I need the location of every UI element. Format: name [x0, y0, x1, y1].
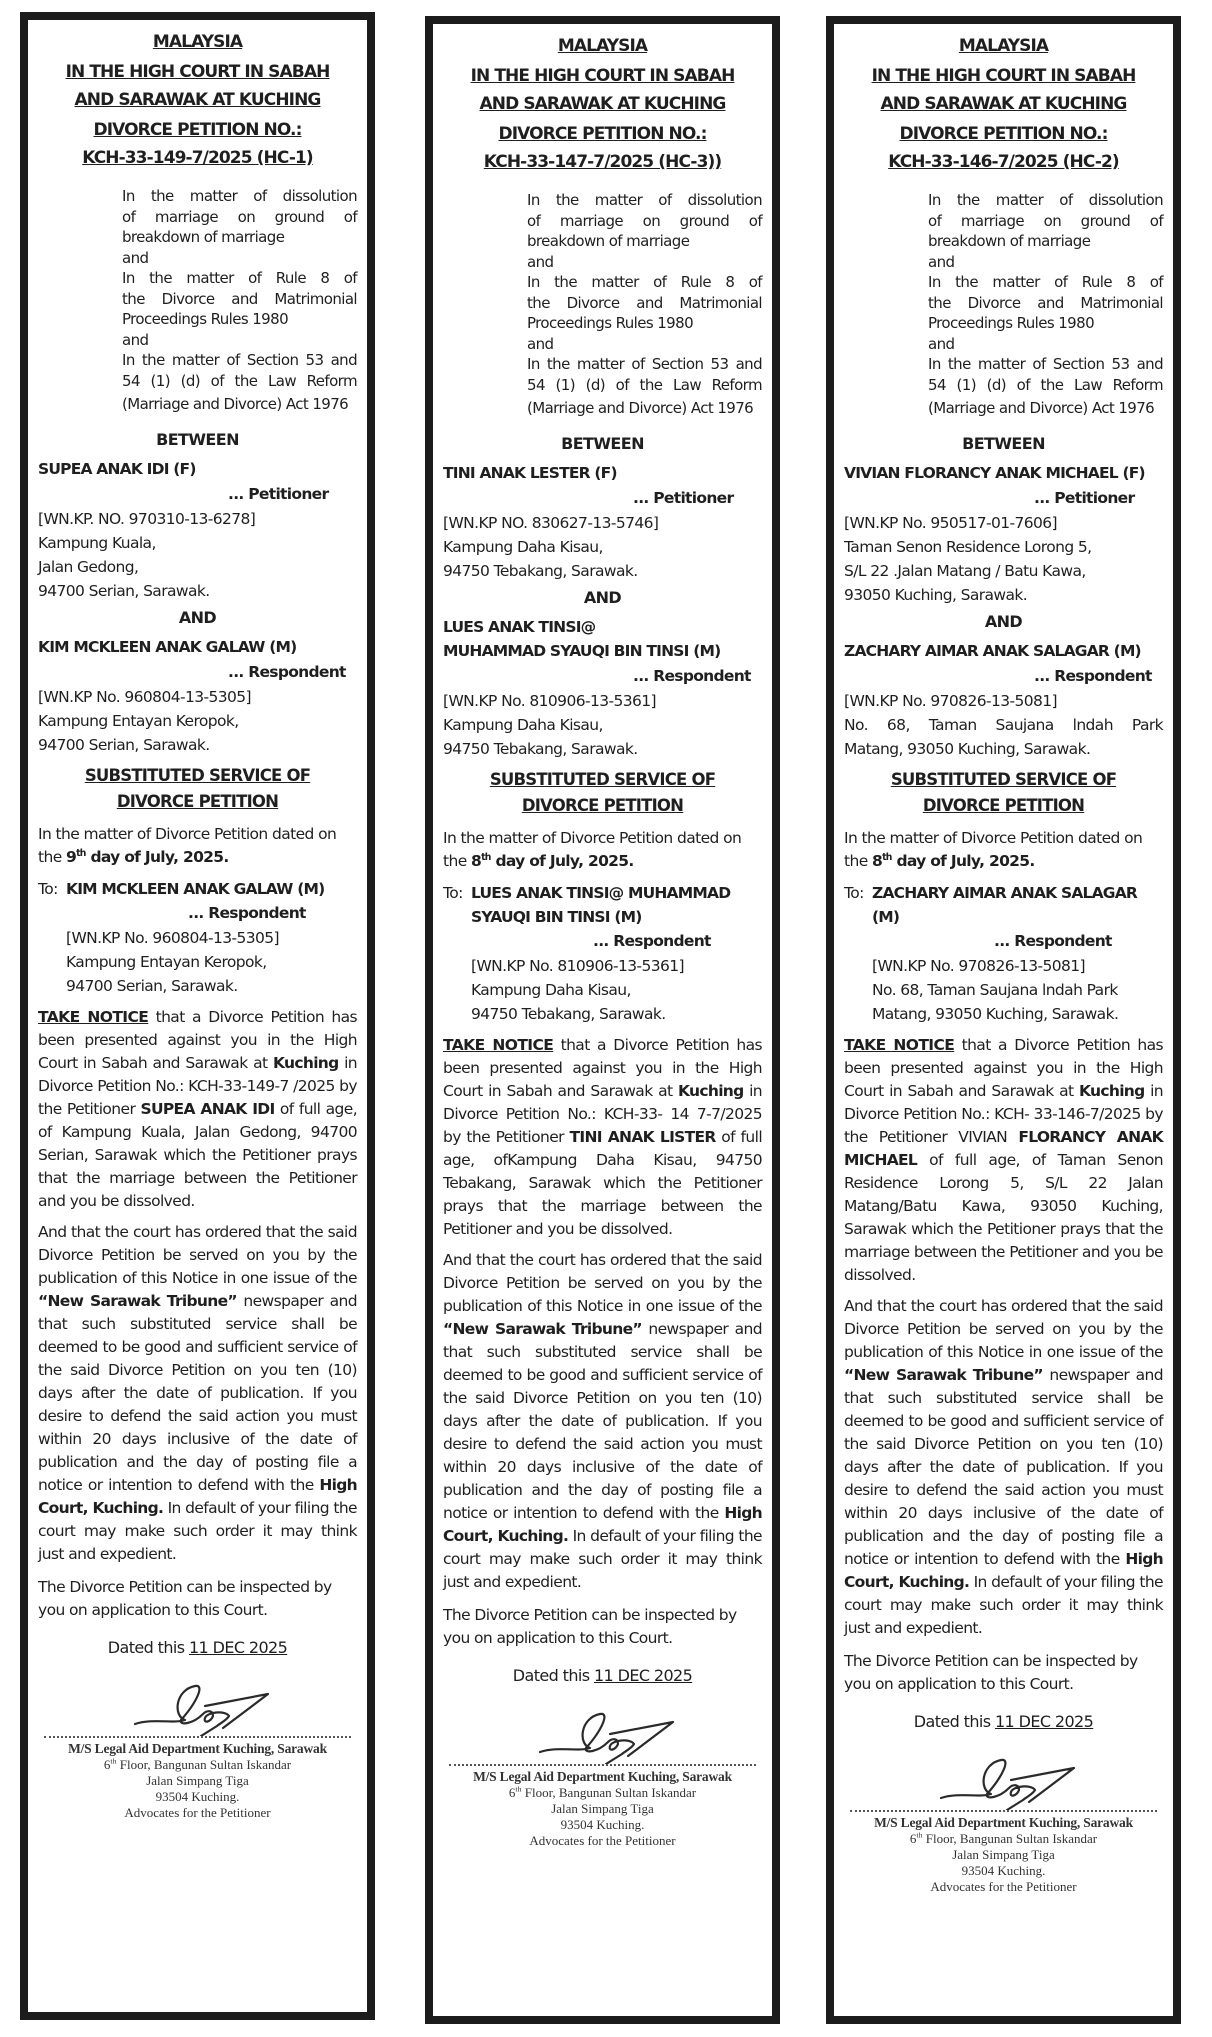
notice-content [443, 32, 762, 1849]
respondent-address [38, 709, 357, 757]
signature-icon [133, 1680, 273, 1736]
order-paragraph [38, 1221, 357, 1566]
country-heading: MALAYSIA [557, 36, 648, 56]
court-heading-line1: IN THE HIGH COURT IN SABAH [871, 66, 1136, 86]
respondent-ic: [WN.KP No. 970826-13-5081] [844, 691, 1057, 710]
firm-floor-text: Floor, Bangunan Sultan Iskandar [524, 1784, 697, 1800]
respondent-role: ... Respondent [228, 662, 346, 681]
addressee-ic: [WN.KP No. 960804-13-5305] [66, 928, 279, 947]
order-court: High Court, Kuching. [844, 1549, 1163, 1591]
signature-line [850, 1810, 1157, 1812]
matter-line: In the matter of Section 53 and [527, 355, 762, 373]
firm-role: Advocates for the Petitioner [529, 1832, 676, 1848]
and-separator: AND [984, 611, 1023, 631]
signature-line [449, 1764, 756, 1766]
matter-block [928, 190, 1163, 419]
addressee-role: ... Respondent [593, 931, 711, 950]
court-heading-line2: AND SARAWAK AT KUCHING [74, 90, 321, 110]
firm-floor-text: Floor, Bangunan Sultan Iskandar [119, 1756, 292, 1772]
addressee-address-line: 94750 Tebakang, Sarawak. [471, 1004, 666, 1023]
respondent-ic: [WN.KP No. 960804-13-5305] [38, 687, 251, 706]
take-notice-petition: in Divorce Petition No.: KCH-33- 14 7-7/2025 by the Petitioner [443, 1081, 762, 1146]
petitioner-ic: [WN.KP. NO. 970310-13-6278] [38, 509, 256, 528]
order-paragraph [844, 1295, 1163, 1640]
matter-line: (Marriage and Divorce) Act 1976 [527, 399, 754, 417]
take-notice-kuching: Kuching [273, 1053, 339, 1072]
dated-line [844, 1710, 1163, 1734]
signature-icon [538, 1708, 678, 1764]
firm-street: Jalan Simpang Tiga [952, 1846, 1055, 1862]
petitioner-name [844, 461, 1163, 485]
signature [38, 1680, 357, 1736]
dated-label: Dated this [913, 1711, 991, 1731]
addressee-name-line: LUES ANAK TINSI@ MUHAMMAD [471, 883, 731, 902]
firm-city: 93504 Kuching. [155, 1788, 240, 1804]
take-notice-label: TAKE NOTICE [38, 1007, 149, 1026]
matter-line: the Divorce and Matrimonial [928, 293, 1163, 312]
respondent-address [443, 713, 762, 761]
petitioner-ic: [WN.KP No. 950517-01-7606] [844, 513, 1057, 532]
matter-block [122, 186, 357, 415]
petitioner-address-line: 94750 Tebakang, Sarawak. [443, 561, 638, 580]
matter-line: of marriage on ground of [928, 211, 1163, 230]
addressee-address [38, 950, 357, 998]
take-notice-petitioner-name: TINI ANAK LISTER [569, 1127, 716, 1146]
petition-date-rest: day of July, 2025. [896, 851, 1035, 870]
take-notice-kuching: Kuching [1079, 1081, 1145, 1100]
petition-number: KCH-33-147-7/2025 (HC-3)) [483, 152, 722, 172]
court-heading-line1: IN THE HIGH COURT IN SABAH [470, 66, 735, 86]
take-notice-text: that a Divorce Petition has been presented against you in the High Court in Sabah and Sarawak at [38, 1007, 357, 1072]
take-notice-paragraph [38, 1006, 357, 1213]
newspaper-name: “New Sarawak Tribune” [38, 1291, 237, 1310]
take-notice-petitioner-name: SUPEA ANAK IDI [140, 1099, 275, 1118]
petition-date-suffix: th [481, 851, 491, 863]
order-paragraph [443, 1249, 762, 1594]
respondent-name-line: MUHAMMAD SYAUQI BIN TINSI (M) [443, 641, 721, 660]
matter-line: In the matter of dissolution [527, 191, 762, 209]
petition-date-day: 9 [65, 847, 77, 866]
petitioner-name [38, 457, 357, 481]
matter-line: In the matter of dissolution [122, 187, 357, 205]
firm-floor [443, 1785, 762, 1801]
petitioner-address-line: 93050 Kuching, Sarawak. [844, 585, 1028, 604]
order-court: High Court, Kuching. [443, 1503, 762, 1545]
country-heading: MALAYSIA [958, 36, 1049, 56]
petition-date-suffix: th [882, 851, 892, 863]
petitioner-address-line: 94700 Serian, Sarawak. [38, 581, 210, 600]
firm-street: Jalan Simpang Tiga [551, 1800, 654, 1816]
firm-block [38, 1740, 357, 1821]
inspect-paragraph: The Divorce Petition can be inspected by you on application to this Court. [844, 1651, 1138, 1693]
matter-line: Proceedings Rules 1980 [122, 310, 289, 328]
addressee-name-line: SYAUQI BIN TINSI (M) [471, 907, 642, 926]
respondent-block [844, 639, 1163, 761]
addressee-name-line: KIM MCKLEEN ANAK GALAW (M) [66, 879, 325, 898]
to-label: To: [844, 883, 864, 902]
take-notice-petitioner-name: FLORANCY ANAK MICHAEL [844, 1127, 1163, 1169]
signature [844, 1754, 1163, 1810]
addressee-name [872, 881, 1163, 929]
matter-line: In the matter of dissolution [928, 191, 1163, 209]
matter-line: 54 (1) (d) of the Law Reform [122, 371, 357, 390]
respondent-role: ... Respondent [1034, 666, 1152, 685]
order-text: And that the court has ordered that the said Divorce Petition be served on you by the publication of this Notice in one issue of the [443, 1250, 762, 1315]
firm-name: M/S Legal Aid Department Kuching, Sarawak [473, 1768, 732, 1784]
petition-number: KCH-33-146-7/2025 (HC-2) [888, 152, 1119, 172]
service-title-line2: DIVORCE PETITION [922, 795, 1085, 815]
court-heading-line1: IN THE HIGH COURT IN SABAH [65, 62, 330, 82]
take-notice-label: TAKE NOTICE [844, 1035, 955, 1054]
petitioner-name-line: VIVIAN FLORANCY ANAK MICHAEL (F) [844, 463, 1145, 482]
petitioner-name-line: TINI ANAK LESTER (F) [443, 463, 617, 482]
matter-and: and [527, 252, 554, 271]
take-notice-petition: in Divorce Petition No.: KCH- 33-146-7/2025 by the Petitioner VIVIAN [844, 1081, 1163, 1146]
and-separator: AND [583, 587, 622, 607]
notice-column-3 [826, 16, 1181, 2024]
service-title-line1: SUBSTITUTED SERVICE OF [84, 765, 311, 785]
petition-date-day: 8 [470, 851, 482, 870]
petition-date-rest: day of July, 2025. [495, 851, 634, 870]
petition-date-day: 8 [871, 851, 883, 870]
firm-block [844, 1814, 1163, 1895]
addressee-address-line: Kampung Daha Kisau, [471, 980, 631, 999]
respondent-role: ... Respondent [633, 666, 751, 685]
matter-and: and [928, 252, 955, 271]
matter-and: and [527, 334, 554, 353]
firm-city: 93504 Kuching. [961, 1862, 1046, 1878]
addressee-address [443, 978, 762, 1026]
dated-line [443, 1664, 762, 1688]
order-text-2: newspaper and that such substituted service shall be deemed to be good and sufficient service of the said Divorce Petition on you ten (10) days after the date of publication. If you desire to defend the said action you must within 20 days inclusive of the date of publication and the day of posting file a notice or intention to defend with the [443, 1319, 763, 1522]
petitioner-role: ... Petitioner [228, 484, 329, 503]
newspaper-name: “New Sarawak Tribune” [844, 1365, 1043, 1384]
respondent-address-line: No. 68, Taman Saujana lndah Park [844, 715, 1163, 734]
firm-floor [38, 1757, 357, 1773]
firm-floor-suffix: th [110, 1756, 117, 1766]
firm-floor-suffix: th [515, 1784, 522, 1794]
to-label: To: [443, 883, 463, 902]
addressee-address-line: Kampung Entayan Keropok, [66, 952, 267, 971]
matter-line: the Divorce and Matrimonial [122, 289, 357, 308]
respondent-name-line: ZACHARY AIMAR ANAK SALAGAR (M) [844, 641, 1141, 660]
take-notice-rest: of full age, of Kampung Kuala, Jalan Gedong, 94700 Serian, Sarawak which the Petitioner prays that the marriage between the Petitioner and you be dissolved. [38, 1099, 358, 1210]
petitioner-role: ... Petitioner [633, 488, 734, 507]
dated-date: 11 DEC 2025 [188, 1637, 288, 1657]
petitioner-address [844, 535, 1163, 607]
addressee-name [471, 881, 730, 929]
firm-floor-suffix: th [916, 1830, 923, 1840]
matter-line: In the matter of Section 53 and [122, 351, 357, 369]
respondent-name [38, 635, 357, 659]
addressee-ic: [WN.KP No. 810906-13-5361] [471, 956, 684, 975]
addressee-role: ... Respondent [188, 903, 306, 922]
petition-date-paragraph [38, 823, 357, 869]
matter-line: In the matter of Rule 8 of [122, 269, 357, 287]
petition-date-paragraph [443, 827, 762, 873]
order-text-3: In default of your filing the court may make such order it may think just and expedient. [38, 1498, 357, 1563]
inspect-paragraph: The Divorce Petition can be inspected by you on application to this Court. [38, 1577, 332, 1619]
petition-date-prefix: In the matter of Divorce Petition dated on the [443, 828, 742, 870]
respondent-ic: [WN.KP No. 810906-13-5361] [443, 691, 656, 710]
take-notice-rest: of full age, of Taman Senon Residence Lorong 5, S/L 22 Jalan Matang/Batu Kawa, 93050 Kuching, Sarawak which the Petitioner prays that the marriage between the Petitioner and you be dissolved. [844, 1150, 1163, 1284]
matter-and: and [928, 334, 955, 353]
petitioner-address [443, 535, 762, 583]
service-title-line1: SUBSTITUTED SERVICE OF [890, 769, 1117, 789]
between-heading: BETWEEN [561, 433, 644, 453]
matter-line: breakdown of marriage [928, 232, 1091, 250]
petitioner-block [38, 457, 357, 603]
petitioner-address-line: S/L 22 .Jalan Matang / Batu Kawa, [844, 561, 1086, 580]
firm-floor-number: 6 [909, 1830, 917, 1846]
matter-line: (Marriage and Divorce) Act 1976 [928, 399, 1155, 417]
court-heading-line2: AND SARAWAK AT KUCHING [880, 94, 1127, 114]
matter-line: (Marriage and Divorce) Act 1976 [122, 395, 349, 413]
respondent-address-line: 94750 Tebakang, Sarawak. [443, 739, 638, 758]
matter-line: In the matter of Section 53 and [928, 355, 1163, 373]
take-notice-petition: in Divorce Petition No.: KCH-33-149-7 /2025 by the Petitioner [38, 1053, 357, 1118]
addressee-address-line: 94700 Serian, Sarawak. [66, 976, 238, 995]
respondent-address-line: Kampung Entayan Keropok, [38, 711, 239, 730]
addressee-block [844, 881, 1163, 1026]
addressee-ic: [WN.KP No. 970826-13-5081] [872, 956, 1085, 975]
firm-block [443, 1768, 762, 1849]
matter-line: of marriage on ground of [122, 207, 357, 226]
petition-label: DIVORCE PETITION NO.: [899, 124, 1108, 144]
petitioner-name [443, 461, 762, 485]
petition-date-prefix: In the matter of Divorce Petition dated on the [844, 828, 1143, 870]
service-title-line2: DIVORCE PETITION [521, 795, 684, 815]
take-notice-paragraph [443, 1034, 762, 1241]
petition-date-suffix: th [76, 847, 86, 859]
country-heading: MALAYSIA [152, 32, 243, 52]
dated-date: 11 DEC 2025 [593, 1665, 693, 1685]
matter-line: the Divorce and Matrimonial [527, 293, 762, 312]
signature-line [44, 1736, 351, 1738]
matter-line: In the matter of Rule 8 of [527, 273, 762, 291]
petition-label: DIVORCE PETITION NO.: [93, 120, 302, 140]
firm-floor [844, 1831, 1163, 1847]
service-title-line1: SUBSTITUTED SERVICE OF [489, 769, 716, 789]
newspaper-name: “New Sarawak Tribune” [443, 1319, 642, 1338]
respondent-name [443, 615, 762, 663]
firm-floor-number: 6 [508, 1784, 516, 1800]
addressee-address-line: No. 68, Taman Saujana lndah Park [872, 980, 1118, 999]
respondent-address-line: Kampung Daha Kisau, [443, 715, 603, 734]
order-text-2: newspaper and that such substituted service shall be deemed to be good and sufficient service of the said Divorce Petition on you ten (10) days after the date of publication. If you desire to defend the said action you must within 20 days inclusive of the date of publication and the day of posting file a notice or intention to defend with the [38, 1291, 358, 1494]
firm-role: Advocates for the Petitioner [124, 1804, 271, 1820]
matter-line: Proceedings Rules 1980 [527, 314, 694, 332]
signature [443, 1708, 762, 1764]
matter-line: 54 (1) (d) of the Law Reform [928, 375, 1163, 394]
petition-label: DIVORCE PETITION NO.: [498, 124, 707, 144]
petition-date-prefix: In the matter of Divorce Petition dated on the [38, 824, 337, 866]
petitioner-block [443, 461, 762, 583]
petitioner-address-line: Kampung Daha Kisau, [443, 537, 603, 556]
matter-line: Proceedings Rules 1980 [928, 314, 1095, 332]
take-notice-label: TAKE NOTICE [443, 1035, 554, 1054]
firm-street: Jalan Simpang Tiga [146, 1772, 249, 1788]
respondent-address [844, 713, 1163, 761]
take-notice-rest: of full age, ofKampung Daha Kisau, 94750 Tebakang, Sarawak which the Petitioner prays that the marriage between the Petitioner and you be dissolved. [443, 1127, 763, 1238]
matter-line: breakdown of marriage [527, 232, 690, 250]
firm-name: M/S Legal Aid Department Kuching, Sarawak [68, 1740, 327, 1756]
addressee-block [443, 881, 762, 1026]
notice-content [844, 32, 1163, 1895]
order-court: High Court, Kuching. [38, 1475, 357, 1517]
notice-content [38, 28, 357, 1821]
notice-column-1 [20, 12, 375, 2020]
between-heading: BETWEEN [962, 433, 1045, 453]
addressee-address-line: Matang, 93050 Kuching, Sarawak. [872, 1004, 1119, 1023]
respondent-address-line: 94700 Serian, Sarawak. [38, 735, 210, 754]
respondent-name [844, 639, 1163, 663]
signature-icon [939, 1754, 1079, 1810]
order-text-2: newspaper and that such substituted service shall be deemed to be good and sufficient service of the said Divorce Petition on you ten (10) days after the date of publication. If you desire to defend the said action you must within 20 days inclusive of the date of publication and the day of posting file a notice or intention to defend with the [844, 1365, 1164, 1568]
respondent-block [38, 635, 357, 757]
inspect-paragraph: The Divorce Petition can be inspected by you on application to this Court. [443, 1605, 737, 1647]
to-label: To: [38, 879, 58, 898]
matter-line: breakdown of marriage [122, 228, 285, 246]
order-text: And that the court has ordered that the said Divorce Petition be served on you by the publication of this Notice in one issue of the [844, 1296, 1163, 1361]
and-separator: AND [178, 607, 217, 627]
firm-city: 93504 Kuching. [560, 1816, 645, 1832]
matter-line: In the matter of Rule 8 of [928, 273, 1163, 291]
order-text-3: In default of your filing the court may make such order it may think just and expedient. [844, 1572, 1163, 1637]
addressee-block [38, 877, 357, 998]
dated-label: Dated this [107, 1637, 185, 1657]
court-heading-line2: AND SARAWAK AT KUCHING [479, 94, 726, 114]
respondent-name-line: LUES ANAK TINSI@ [443, 617, 596, 636]
petitioner-address [38, 531, 357, 603]
petition-date-paragraph [844, 827, 1163, 873]
take-notice-paragraph [844, 1034, 1163, 1287]
dated-line [38, 1636, 357, 1660]
respondent-address-line: Matang, 93050 Kuching, Sarawak. [844, 739, 1091, 758]
addressee-name [66, 877, 324, 901]
petition-date-rest: day of July, 2025. [90, 847, 229, 866]
service-title-line2: DIVORCE PETITION [116, 791, 279, 811]
petitioner-address-line: Kampung Kuala, [38, 533, 156, 552]
take-notice-text: that a Divorce Petition has been presented against you in the High Court in Sabah and Sarawak at [443, 1035, 762, 1100]
firm-name: M/S Legal Aid Department Kuching, Sarawak [874, 1814, 1133, 1830]
between-heading: BETWEEN [156, 429, 239, 449]
take-notice-kuching: Kuching [678, 1081, 744, 1100]
order-text: And that the court has ordered that the said Divorce Petition be served on you by the publication of this Notice in one issue of the [38, 1222, 357, 1287]
petitioner-role: ... Petitioner [1034, 488, 1135, 507]
petitioner-ic: [WN.KP NO. 830627-13-5746] [443, 513, 659, 532]
dated-label: Dated this [512, 1665, 590, 1685]
matter-and: and [122, 248, 149, 267]
addressee-name-line: ZACHARY AIMAR ANAK SALAGAR (M) [872, 883, 1138, 926]
petitioner-address-line: Jalan Gedong, [38, 557, 139, 576]
firm-floor-text: Floor, Bangunan Sultan Iskandar [925, 1830, 1098, 1846]
matter-line: of marriage on ground of [527, 211, 762, 230]
petitioner-block [844, 461, 1163, 607]
matter-and: and [122, 330, 149, 349]
matter-block [527, 190, 762, 419]
take-notice-text: that a Divorce Petition has been presented against you in the High Court in Sabah and Sarawak at [844, 1035, 1163, 1100]
addressee-address [844, 978, 1163, 1026]
addressee-role: ... Respondent [994, 931, 1112, 950]
petition-number: KCH-33-149-7/2025 (HC-1) [82, 148, 313, 168]
respondent-block [443, 615, 762, 761]
petitioner-name-line: SUPEA ANAK IDI (F) [38, 459, 196, 478]
order-text-3: In default of your filing the court may make such order it may think just and expedient. [443, 1526, 762, 1591]
notice-column-2 [425, 16, 780, 2024]
firm-floor-number: 6 [103, 1756, 111, 1772]
matter-line: 54 (1) (d) of the Law Reform [527, 375, 762, 394]
respondent-name-line: KIM MCKLEEN ANAK GALAW (M) [38, 637, 297, 656]
petitioner-address-line: Taman Senon Residence Lorong 5, [844, 537, 1092, 556]
dated-date: 11 DEC 2025 [994, 1711, 1094, 1731]
firm-role: Advocates for the Petitioner [930, 1878, 1077, 1894]
